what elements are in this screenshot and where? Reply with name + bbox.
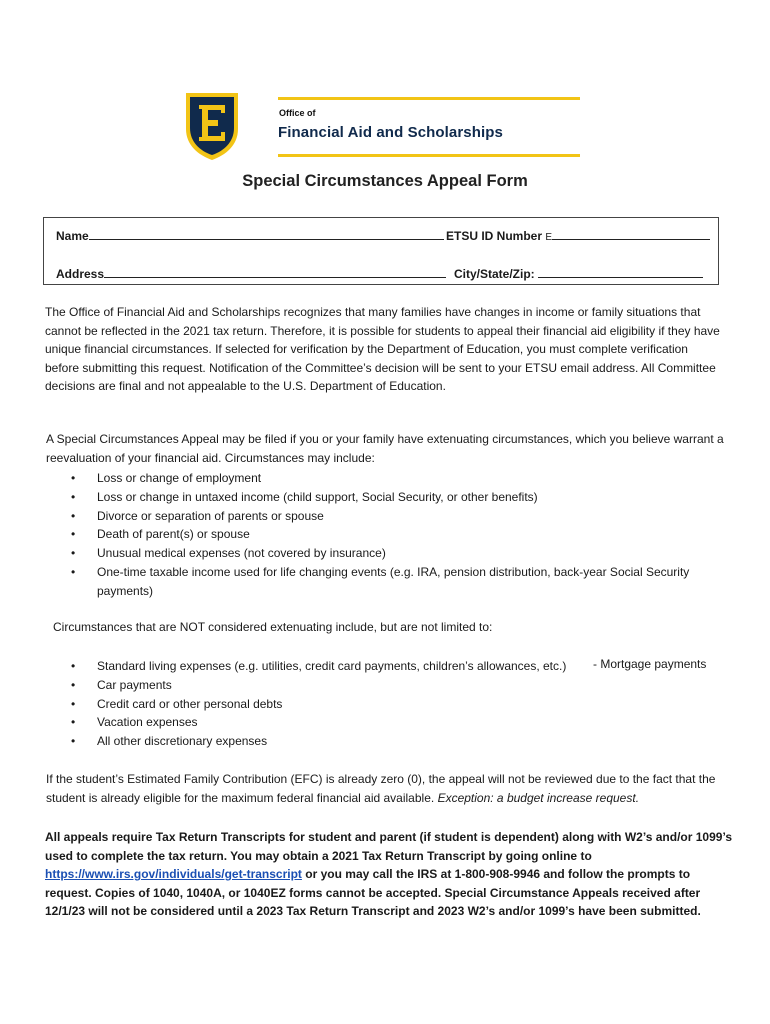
office-name: Financial Aid and Scholarships [278,124,503,141]
etsu-shield-logo [184,91,240,161]
city-state-zip-line[interactable] [538,266,703,278]
efc-text: If the student’s Estimated Family Contribution (EFC) is already zero (0), the appeal will not be reviewed due to the fact that the student is already eligible for the maximum federal financial aid available. [46,772,716,805]
transcripts-text-before: All appeals require Tax Return Transcripts for student and parent (if student is dependent) along with W2’s and/or 1099’s used to complete the tax return. You may obtain a 2021 Tax Return Transcript by going online to [45,830,733,863]
bullet: • [71,696,76,711]
not-extenuating-list [71,657,731,751]
form-title: Special Circumstances Appeal Form [242,172,528,190]
header-bottom-rule [278,154,580,157]
bullet: • [71,471,76,485]
city-state-zip-label: City/State/Zip: [454,267,535,281]
appeal-intro-paragraph: A Special Circumstances Appeal may be filed if you or your family have extenuating circumstances, which you believe warrant a reevaluation of your financial aid. Circumstances may include: [46,432,724,465]
list-item: • Credit card or other personal debts [71,695,731,714]
etsu-id-prefix: E [545,232,553,243]
list-item: • Standard living expenses (e.g. utilities, credit card payments, children’s allowances, etc.) [71,657,731,676]
irs-transcript-link[interactable]: https://www.irs.gov/individuals/get-transcript [45,867,302,881]
intro-paragraph: The Office of Financial Aid and Scholarships recognizes that many families have changes in income or family situations that cannot be reflected in the 2021 tax return. Therefore, it is possible for students to appeal their financial aid eligibility if they have unique financial circumstances. If selected for verification by the Department of Education, you must complete verification before submitting this request. Notification of the Committee’s decision will be sent to your ETSU email address. All Committee decisions are final and not appealable to the U.S. Department of Education. [45,305,720,393]
bullet: • [71,564,76,579]
bullet: • [71,659,76,673]
extenuating-list [71,469,731,601]
etsu-id-field[interactable] [446,228,710,243]
student-info-box [43,217,719,285]
bullet: • [71,546,76,561]
list-item: • Loss or change of employment [71,469,731,488]
name-field[interactable] [56,228,444,243]
address-line[interactable] [104,266,446,278]
list-item: • Divorce or separation of parents or spouse [71,507,731,526]
bullet: • [71,489,76,504]
etsu-id-line[interactable] [552,228,710,240]
not-extenuating-intro: Circumstances that are NOT considered extenuating include, but are not limited to: [53,620,493,634]
name-line[interactable] [89,228,444,240]
name-label: Name [56,229,89,243]
list-item: • One-time taxable income used for life changing events (e.g. IRA, pension distribution, back-year Social Security payments) [71,564,690,598]
efc-paragraph [46,770,746,807]
list-item: • All other discretionary expenses [71,732,731,751]
address-label: Address [56,267,105,281]
transcripts-text-after: or you may call the IRS at 1-800-908-9946 and follow the prompts to request. Copies of 1040, 1040A, or 1040EZ forms cannot be accepted. Special Circumstance Appeals received after 12/1/23 will not be considered until a 2023 Tax Return Transcript and 2023 W2’s and/or 1099’s have been submitted. [45,867,701,918]
list-item: • Death of parent(s) or spouse [71,525,731,544]
bullet: • [71,677,76,692]
mortgage-item: - Mortgage payments [593,657,707,671]
city-state-zip-field[interactable] [454,266,703,281]
header-top-rule [278,97,580,100]
efc-exception: Exception: a budget increase request. [437,790,640,805]
bullet: • [71,734,76,749]
address-field[interactable] [56,266,446,281]
list-item: • Car payments [71,676,731,695]
list-item: • Unusual medical expenses (not covered by insurance) [71,544,731,563]
list-item: • Vacation expenses [71,713,731,732]
etsu-id-label: ETSU ID Number [446,229,543,243]
bullet: • [71,508,76,523]
transcripts-paragraph [45,828,735,921]
list-item: • Loss or change in untaxed income (child support, Social Security, or other benefits) [71,488,731,507]
bullet: • [71,527,76,542]
bullet: • [71,715,76,730]
office-of-label: Office of [279,108,316,118]
